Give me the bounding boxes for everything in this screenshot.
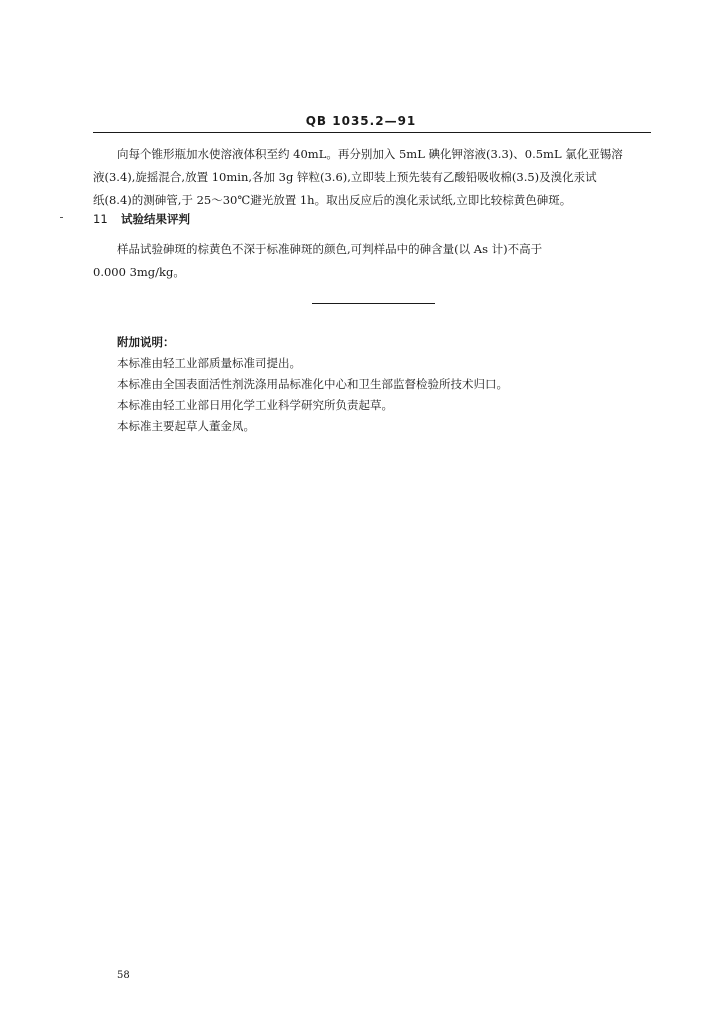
end-of-text-rule <box>312 303 435 304</box>
result-paragraph <box>93 238 651 284</box>
note-item: 本标准由全国表面活性剂洗涤用品标准化中心和卫生部监督检验所技术归口。 <box>117 377 508 391</box>
section-title: 试验结果评判 <box>121 212 191 226</box>
header-rule <box>93 132 651 133</box>
note-item: 本标准主要起草人董金凤。 <box>117 419 255 433</box>
page-number: 58 <box>117 970 130 981</box>
section-heading <box>93 211 190 227</box>
note-item: 本标准由轻工业部日用化学工业科学研究所负责起草。 <box>117 398 393 412</box>
scan-mark <box>60 217 63 218</box>
standard-code-header: QB 1035.2—91 <box>305 114 417 128</box>
paragraph-line: 向每个锥形瓶加水使溶液体积至约 40mL。再分别加入 5mL 碘化钾溶液(3.3)、0.5mL 氯化亚锡溶 <box>117 147 623 161</box>
paragraph-line: 样品试验砷斑的棕黄色不深于标准砷斑的颜色,可判样品中的砷含量(以 As 计)不高于 <box>117 242 543 256</box>
paragraph-line: 液(3.4),旋摇混合,放置 10min,各加 3g 锌粒(3.6),立即装上预先装有乙酸铅吸收棉(3.5)及溴化汞试 <box>93 170 597 184</box>
paragraph-line: 0.000 3mg/kg。 <box>93 265 185 279</box>
note-item: 本标准由轻工业部质量标准司提出。 <box>117 356 301 370</box>
notes-heading: 附加说明： <box>117 335 175 349</box>
additional-notes <box>117 332 508 437</box>
paragraph-line: 纸(8.4)的测砷管,于 25～30℃避光放置 1h。取出反应后的溴化汞试纸,立即比较棕黄色砷斑。 <box>93 193 572 207</box>
procedure-paragraph <box>93 143 651 212</box>
section-number: 11 <box>93 212 108 226</box>
